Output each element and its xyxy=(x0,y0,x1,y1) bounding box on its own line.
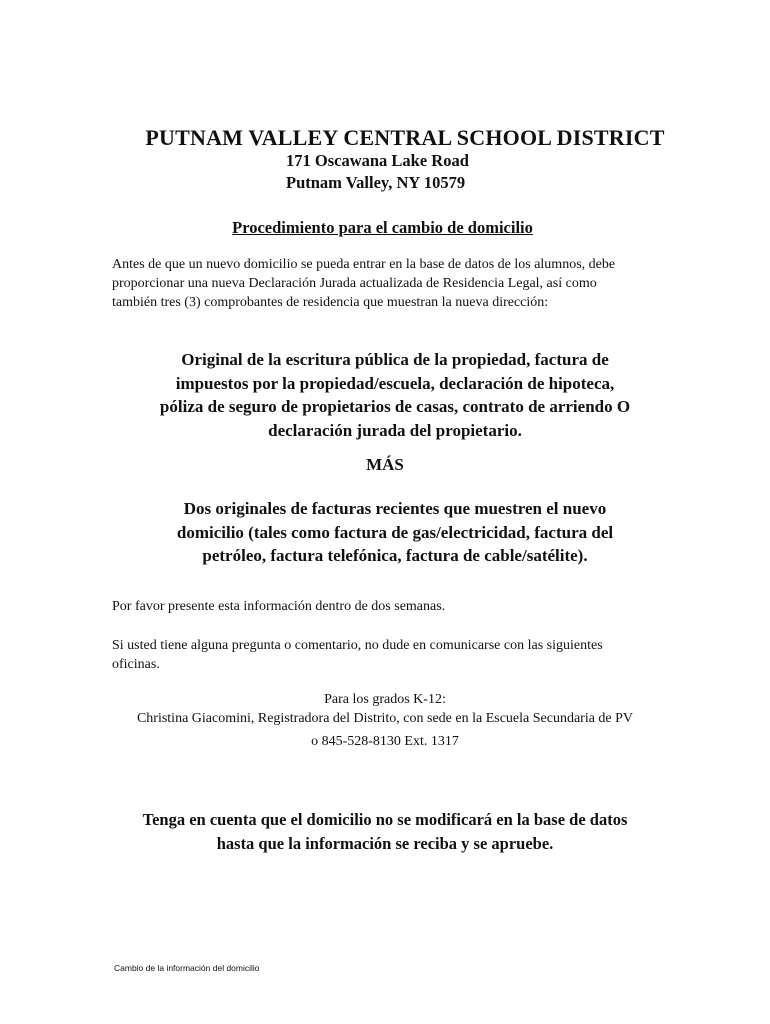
address-city: Putnam Valley, NY 10579 xyxy=(286,173,466,192)
bills-requirement xyxy=(150,497,640,568)
contact-line: oficinas. xyxy=(112,657,160,672)
documents-list xyxy=(130,348,660,442)
page-footer: Cambio de la información del domicilio xyxy=(114,963,260,973)
address-street: 171 Oscawana Lake Road xyxy=(286,151,469,170)
district-title: PUTNAM VALLEY CENTRAL SCHOOL DISTRICT xyxy=(145,125,665,150)
intro-line: también tres (3) comprobantes de residencia que muestran la nueva dirección: xyxy=(112,295,549,310)
closing-notice xyxy=(100,808,670,856)
bills-line: domicilio (tales como factura de gas/electricidad, factura del xyxy=(176,522,614,542)
procedure-title: Procedimiento para el cambio de domicilio xyxy=(232,218,533,237)
registrar-name: Christina Giacomini, Registradora del Distrito, con sede en la Escuela Secundaria de PV xyxy=(136,711,634,726)
documents-line: póliza de seguro de propietarios de casas, contrato de arriendo O xyxy=(159,397,631,416)
registrar-phone: o 845-528-8130 Ext. 1317 xyxy=(311,734,459,749)
notice-line: Tenga en cuenta que el domicilio no se modificará en la base de datos xyxy=(142,810,628,829)
intro-paragraph xyxy=(112,255,672,312)
mas-separator: MÁS xyxy=(366,455,404,474)
contact-paragraph xyxy=(112,636,662,674)
intro-line: proporcionar una nueva Declaración Jurada actualizada de Residencia Legal, así como xyxy=(112,276,597,291)
documents-line: impuestos por la propiedad/escuela, declaración de hipoteca, xyxy=(175,373,615,393)
documents-line: Original de la escritura pública de la propiedad, factura de xyxy=(181,350,609,369)
contact-line: Si usted tiene alguna pregunta o comentario, no dude en comunicarse con las siguientes xyxy=(112,638,603,653)
documents-line: declaración jurada del propietario. xyxy=(268,420,522,440)
grades-label: Para los grados K-12: xyxy=(324,692,446,707)
notice-line: hasta que la información se reciba y se apruebe. xyxy=(216,834,554,853)
bills-line: Dos originales de facturas recientes que muestren el nuevo xyxy=(183,499,607,518)
intro-line: Antes de que un nuevo domicilio se pueda entrar en la base de datos de los alumnos, debe xyxy=(112,257,616,272)
bills-line: petróleo, factura telefónica, factura de cable/satélite). xyxy=(202,546,588,565)
submission-request: Por favor presente esta información dentro de dos semanas. xyxy=(112,599,446,614)
